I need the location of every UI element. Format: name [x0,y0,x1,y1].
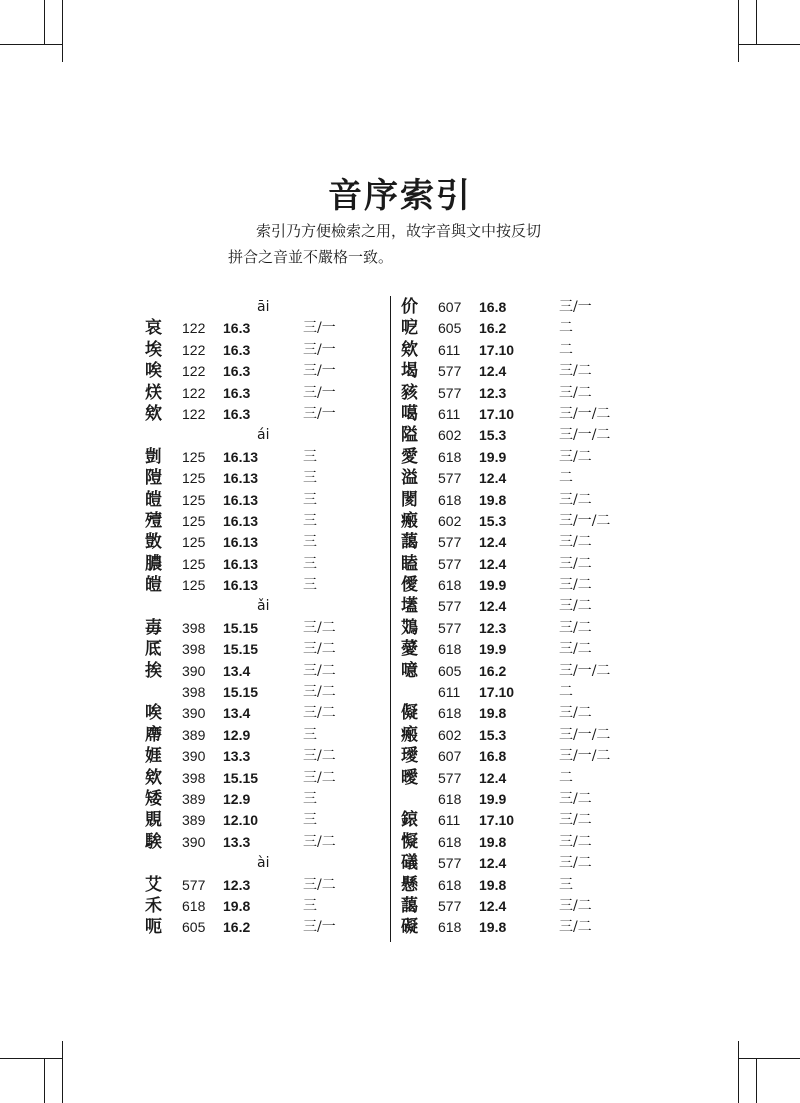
entry-section: 15.3 [479,512,507,529]
entry-page-number: 577 [438,470,462,487]
entry-section: 12.3 [479,384,507,401]
entry-section: 12.4 [479,598,507,615]
entry-character: 鎄 [401,810,418,831]
entry-grade: 三/二 [303,769,336,786]
entry-grade: 三 [303,790,317,807]
entry-grade: 三/一 [303,405,336,422]
entry-section: 19.8 [479,491,507,508]
entry-character: 矮 [145,788,162,809]
entry-grade: 三/二 [303,833,336,850]
page-title: 音序索引 [328,176,472,216]
entry-grade: 三 [303,812,317,829]
entry-section: 12.4 [479,534,507,551]
entry-section: 15.15 [223,769,259,786]
entry-section: 17.10 [479,812,515,829]
entry-section: 19.8 [479,705,507,722]
entry-section: 16.3 [223,341,251,358]
entry-page-number: 390 [182,662,206,679]
entry-grade: 三/二 [559,577,592,594]
entry-character: 懝 [401,831,418,852]
entry-section: 12.4 [479,897,507,914]
crop-mark-bottom-right-h [738,1058,800,1059]
entry-section: 13.3 [223,748,251,765]
crop-mark-top-right-v [738,0,739,62]
entry-section: 12.4 [479,555,507,572]
entry-page-number: 577 [438,769,462,786]
entry-section: 16.13 [223,534,259,551]
entry-page-number: 618 [438,833,462,850]
entry-grade: 三 [303,448,317,465]
entry-character: 騃 [145,831,162,852]
entry-grade: 三/一 [303,384,336,401]
entry-page-number: 605 [438,320,462,337]
entry-grade: 三/一 [303,341,336,358]
entry-section: 19.8 [479,876,507,893]
crop-mark-bottom-right-v [738,1041,739,1103]
entry-section: 16.3 [223,384,251,401]
entry-grade: 三/一 [559,299,592,315]
entry-grade: 二 [559,341,573,358]
entry-grade: 三/一 [303,363,336,380]
entry-grade: 三/一 [303,919,336,936]
entry-character: 豥 [401,382,418,403]
entry-page-number: 122 [182,405,206,422]
entry-page-number: 125 [182,512,206,529]
entry-character: 愛 [401,446,418,467]
entry-page-number: 398 [182,684,206,701]
entry-page-number: 618 [438,641,462,658]
entry-grade: 三 [303,470,317,487]
entry-page-number: 605 [182,919,206,936]
entry-page-number: 122 [182,363,206,380]
entry-section: 16.3 [223,405,251,422]
entry-character: 儗 [401,703,418,724]
entry-character: 挨 [145,660,162,681]
entry-section: 15.15 [223,684,259,701]
crop-mark-top-left-v2 [44,0,45,44]
entry-character: 噫 [401,660,418,681]
entry-character: 懸 [401,874,418,895]
entry-character: 瘢 [401,510,418,531]
entry-grade: 三/一/二 [559,726,611,743]
entry-page-number: 122 [182,384,206,401]
intro-line-2: 拼合之音並不嚴格一致。 [228,248,394,266]
entry-character: 僾 [401,575,418,596]
pinyin-heading-label: ái [257,427,270,444]
entry-section: 16.8 [479,299,507,315]
entry-page-number: 577 [438,555,462,572]
entry-character: 皚 [145,575,162,596]
entry-character: 溢 [401,468,418,489]
entry-section: 12.4 [479,855,507,872]
entry-grade: 二 [559,320,573,337]
entry-grade: 三/二 [559,641,592,658]
entry-page-number: 577 [438,363,462,380]
entry-character: 剴 [145,446,162,467]
pinyin-heading-label: ài [257,855,270,872]
entry-grade: 三/二 [303,705,336,722]
entry-grade: 三/二 [559,534,592,551]
entry-section: 15.15 [223,619,259,636]
entry-section: 12.9 [223,790,251,807]
entry-grade: 三/二 [559,855,592,872]
crop-mark-top-right-h [738,44,800,45]
entry-grade: 三/一/二 [559,405,611,422]
entry-page-number: 390 [182,748,206,765]
entry-grade: 三 [303,491,317,508]
entry-page-number: 618 [182,897,206,914]
entry-character: 艾 [145,874,162,895]
entry-page-number: 125 [182,534,206,551]
entry-section: 19.9 [479,577,507,594]
entry-page-number: 607 [438,299,462,315]
entry-grade: 三/二 [559,790,592,807]
entry-grade: 三/二 [303,641,336,658]
entry-grade: 三/一/二 [559,512,611,529]
entry-page-number: 122 [182,341,206,358]
crop-mark-top-left-h [0,44,62,45]
entry-character: 隘 [401,425,418,446]
entry-section: 16.13 [223,470,259,487]
entry-grade: 三/一/二 [559,662,611,679]
entry-character: 烪 [145,382,162,403]
entry-grade: 三/一/二 [559,427,611,444]
entry-section: 16.13 [223,577,259,594]
entry-section: 16.3 [223,363,251,380]
entry-page-number: 577 [438,855,462,872]
entry-character: 唉 [145,703,162,724]
entry-section: 16.13 [223,555,259,572]
entry-grade: 三/二 [303,876,336,893]
entry-character: 曖 [401,767,418,788]
entry-page-number: 390 [182,833,206,850]
entry-character: 薆 [401,639,418,660]
entry-grade: 三/一 [303,320,336,337]
entry-page-number: 398 [182,641,206,658]
entry-section: 16.13 [223,512,259,529]
crop-mark-top-left-v [62,0,63,62]
entry-page-number: 125 [182,491,206,508]
entry-section: 19.8 [479,919,507,936]
entry-page-number: 125 [182,448,206,465]
entry-character: 价 [401,297,418,317]
entry-section: 16.2 [479,662,507,679]
entry-character: 禾 [145,895,162,916]
entry-section: 19.9 [479,641,507,658]
entry-grade: 三/二 [559,448,592,465]
entry-character: 毐 [145,617,162,638]
entry-grade: 三 [303,534,317,551]
entry-section: 12.4 [479,363,507,380]
entry-section: 16.2 [479,320,507,337]
crop-mark-bottom-left-v [62,1041,63,1103]
entry-page-number: 611 [438,684,461,701]
entry-page-number: 125 [182,555,206,572]
entry-character: 堨 [401,361,418,382]
entry-page-number: 125 [182,577,206,594]
entry-character: 瞌 [401,553,418,574]
entry-grade: 二 [559,470,573,487]
entry-page-number: 618 [438,448,462,465]
entry-page-number: 602 [438,512,462,529]
entry-character: 皚 [145,489,162,510]
entry-character: 敳 [145,532,162,553]
entry-page-number: 611 [438,405,461,422]
entry-page-number: 605 [438,662,462,679]
entry-grade: 三/二 [559,897,592,914]
entry-section: 12.4 [479,769,507,786]
entry-section: 13.4 [223,662,251,679]
entry-character: 欸 [401,339,418,360]
entry-page-number: 618 [438,876,462,893]
entry-character: 呃 [145,917,162,938]
entry-section: 15.3 [479,427,507,444]
entry-character: 瘢 [401,724,418,745]
entry-character: 鴱 [401,617,418,638]
entry-page-number: 618 [438,577,462,594]
entry-page-number: 577 [438,619,462,636]
entry-section: 16.3 [223,320,251,337]
entry-section: 19.8 [479,833,507,850]
entry-grade: 三/二 [303,684,336,701]
entry-page-number: 577 [438,897,462,914]
entry-section: 16.13 [223,448,259,465]
entry-character: 殪 [145,510,162,531]
entry-grade: 三/二 [559,619,592,636]
column-divider [390,296,391,942]
entry-page-number: 122 [182,320,206,337]
entry-page-number: 618 [438,919,462,936]
entry-page-number: 577 [182,876,206,893]
entry-character: 廗 [145,724,162,745]
entry-character: 隑 [145,468,162,489]
entry-character: 娾 [145,746,162,767]
entry-grade: 三/二 [559,598,592,615]
entry-section: 12.4 [479,470,507,487]
entry-character: 藹 [401,532,418,553]
entry-character: 膿 [145,553,162,574]
entry-grade: 三/二 [559,555,592,572]
entry-page-number: 389 [182,726,206,743]
entry-page-number: 618 [438,491,462,508]
entry-character: 欸 [145,403,162,424]
entry-grade: 二 [559,684,573,701]
entry-grade: 三 [303,726,317,743]
entry-page-number: 607 [438,748,462,765]
entry-character: 覞 [145,810,162,831]
entry-character: 礙 [401,917,418,938]
entry-section: 19.8 [223,897,251,914]
entry-page-number: 618 [438,790,462,807]
entry-character: 噶 [401,403,418,424]
entry-grade: 三/二 [559,812,592,829]
entry-character: 呝 [401,318,418,339]
entry-grade: 三/二 [559,363,592,380]
entry-grade: 二 [559,769,573,786]
crop-mark-bottom-left-v2 [44,1058,45,1103]
entry-page-number: 611 [438,341,461,358]
intro-line-1: 索引乃方便檢索之用，故字音與文中按反切 [256,222,542,240]
entry-section: 19.9 [479,790,507,807]
entry-grade: 三 [303,512,317,529]
entry-page-number: 577 [438,534,462,551]
entry-character: 礒 [401,853,418,874]
entry-grade: 三/二 [303,619,336,636]
entry-character: 唉 [145,361,162,382]
entry-character: 閡 [401,489,418,510]
entry-section: 12.3 [223,876,251,893]
entry-character: 藹 [401,895,418,916]
entry-grade: 三 [303,555,317,572]
entry-character: 壒 [401,596,418,617]
entry-character: 厎 [145,639,162,660]
entry-page-number: 389 [182,790,206,807]
entry-section: 16.13 [223,491,259,508]
entry-character: 哀 [145,318,162,339]
entry-grade: 三/二 [559,384,592,401]
crop-mark-top-right-v2 [756,0,757,44]
entry-grade: 三/二 [559,919,592,936]
entry-section: 17.10 [479,341,515,358]
entry-section: 12.3 [479,619,507,636]
entry-grade: 三 [303,897,317,914]
entry-section: 16.2 [223,919,251,936]
entry-section: 17.10 [479,405,515,422]
entry-grade: 三/一/二 [559,748,611,765]
entry-page-number: 602 [438,427,462,444]
pinyin-heading-label: ǎi [257,598,270,615]
entry-grade: 三/二 [559,491,592,508]
entry-page-number: 125 [182,470,206,487]
crop-mark-bottom-right-v2 [756,1058,757,1103]
entry-page-number: 389 [182,812,206,829]
entry-grade: 三 [303,577,317,594]
entry-section: 12.9 [223,726,251,743]
entry-section: 13.3 [223,833,251,850]
entry-page-number: 602 [438,726,462,743]
entry-section: 17.10 [479,684,515,701]
entry-page-number: 398 [182,619,206,636]
entry-character: 埃 [145,339,162,360]
entry-page-number: 611 [438,812,461,829]
entry-page-number: 390 [182,705,206,722]
pinyin-heading-label: āi [257,299,270,315]
entry-section: 13.4 [223,705,251,722]
entry-section: 12.10 [223,812,259,829]
entry-section: 19.9 [479,448,507,465]
entry-section: 15.3 [479,726,507,743]
entry-section: 15.15 [223,641,259,658]
entry-character: 欸 [145,767,162,788]
entry-grade: 三/二 [559,705,592,722]
entry-page-number: 398 [182,769,206,786]
entry-grade: 三/二 [303,748,336,765]
entry-grade: 三/二 [559,833,592,850]
entry-grade: 三 [559,876,573,893]
entry-grade: 三/二 [303,662,336,679]
entry-section: 16.8 [479,748,507,765]
entry-page-number: 577 [438,598,462,615]
entry-character: 璦 [401,746,418,767]
crop-mark-bottom-left-h [0,1058,62,1059]
entry-page-number: 577 [438,384,462,401]
entry-page-number: 618 [438,705,462,722]
